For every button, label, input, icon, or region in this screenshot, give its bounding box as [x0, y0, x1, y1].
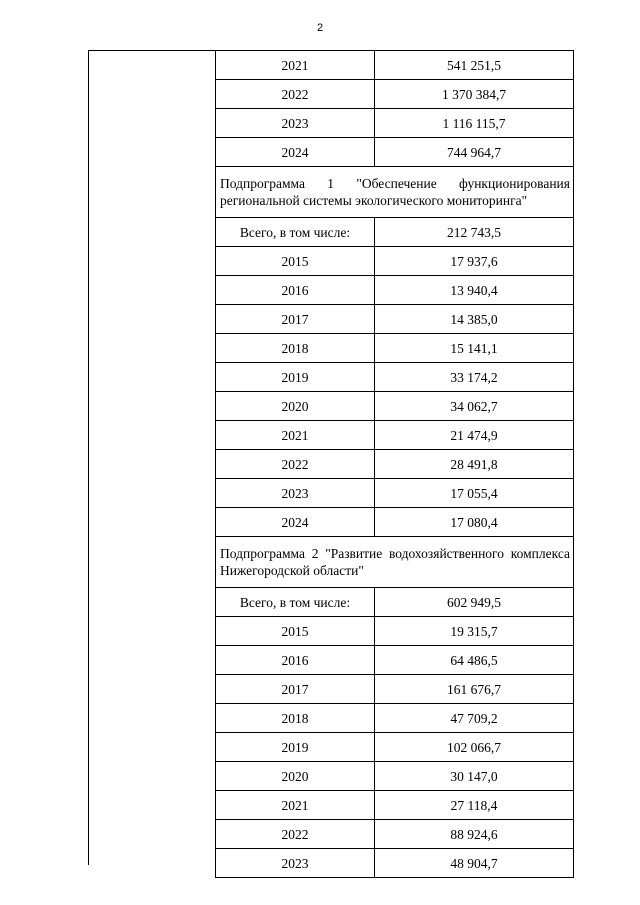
amount-cell: 17 937,6 [375, 247, 574, 276]
year-row [216, 276, 574, 305]
subprogram-title: Подпрограмма 2 "Развитие водохозяйственного комплекса Нижегородской области" [216, 537, 574, 588]
year-row [216, 247, 574, 276]
amount-cell: 17 080,4 [375, 508, 574, 537]
year-cell: 2021 [216, 51, 375, 80]
year-cell: 2024 [216, 508, 375, 537]
year-row [216, 305, 574, 334]
year-cell: 2021 [216, 421, 375, 450]
year-cell: 2023 [216, 109, 375, 138]
year-cell: 2024 [216, 138, 375, 167]
year-row [216, 334, 574, 363]
amount-cell: 102 066,7 [375, 733, 574, 762]
amount-cell: 13 940,4 [375, 276, 574, 305]
amount-cell: 1 116 115,7 [375, 109, 574, 138]
year-row [216, 617, 574, 646]
year-row [216, 80, 574, 109]
year-row [216, 109, 574, 138]
amount-cell: 64 486,5 [375, 646, 574, 675]
year-cell: 2023 [216, 849, 375, 878]
amount-cell: 602 949,5 [375, 588, 574, 617]
year-row [216, 791, 574, 820]
year-row [216, 646, 574, 675]
amount-cell: 88 924,6 [375, 820, 574, 849]
year-row [216, 363, 574, 392]
year-cell: 2021 [216, 791, 375, 820]
amount-cell: 34 062,7 [375, 392, 574, 421]
amount-cell: 744 964,7 [375, 138, 574, 167]
amount-cell: 33 174,2 [375, 363, 574, 392]
total-row [216, 588, 574, 617]
year-cell: 2022 [216, 80, 375, 109]
year-row [216, 450, 574, 479]
amount-cell: 161 676,7 [375, 675, 574, 704]
subprogram-title: Подпрограмма 1 "Обеспечение функционирования региональной системы экологического мониторинга" [216, 167, 574, 218]
year-row [216, 704, 574, 733]
year-cell: 2020 [216, 762, 375, 791]
year-row [216, 820, 574, 849]
year-cell: 2015 [216, 617, 375, 646]
total-label: Всего, в том числе: [216, 218, 375, 247]
amount-cell: 15 141,1 [375, 334, 574, 363]
amount-cell: 17 055,4 [375, 479, 574, 508]
year-cell: 2023 [216, 479, 375, 508]
year-row [216, 733, 574, 762]
year-row [216, 392, 574, 421]
year-cell: 2022 [216, 820, 375, 849]
total-row [216, 218, 574, 247]
amount-cell: 21 474,9 [375, 421, 574, 450]
year-row [216, 675, 574, 704]
year-cell: 2017 [216, 675, 375, 704]
year-row [216, 762, 574, 791]
year-cell: 2016 [216, 276, 375, 305]
year-row [216, 138, 574, 167]
year-cell: 2018 [216, 704, 375, 733]
year-row [216, 849, 574, 878]
funding-table [215, 50, 574, 878]
year-row [216, 479, 574, 508]
subprogram-heading-row [216, 167, 574, 218]
amount-cell: 28 491,8 [375, 450, 574, 479]
amount-cell: 19 315,7 [375, 617, 574, 646]
amount-cell: 541 251,5 [375, 51, 574, 80]
year-cell: 2022 [216, 450, 375, 479]
subprogram-heading-row [216, 537, 574, 588]
year-cell: 2016 [216, 646, 375, 675]
year-row [216, 51, 574, 80]
left-column-border [88, 50, 89, 865]
year-row [216, 508, 574, 537]
amount-cell: 48 904,7 [375, 849, 574, 878]
year-cell: 2015 [216, 247, 375, 276]
amount-cell: 1 370 384,7 [375, 80, 574, 109]
amount-cell: 14 385,0 [375, 305, 574, 334]
amount-cell: 212 743,5 [375, 218, 574, 247]
year-cell: 2017 [216, 305, 375, 334]
year-cell: 2019 [216, 363, 375, 392]
amount-cell: 27 118,4 [375, 791, 574, 820]
page-number: 2 [316, 22, 324, 34]
funding-table-body [216, 51, 574, 878]
year-row [216, 421, 574, 450]
total-label: Всего, в том числе: [216, 588, 375, 617]
year-cell: 2018 [216, 334, 375, 363]
year-cell: 2020 [216, 392, 375, 421]
left-column-top-border [88, 50, 216, 51]
amount-cell: 47 709,2 [375, 704, 574, 733]
year-cell: 2019 [216, 733, 375, 762]
amount-cell: 30 147,0 [375, 762, 574, 791]
